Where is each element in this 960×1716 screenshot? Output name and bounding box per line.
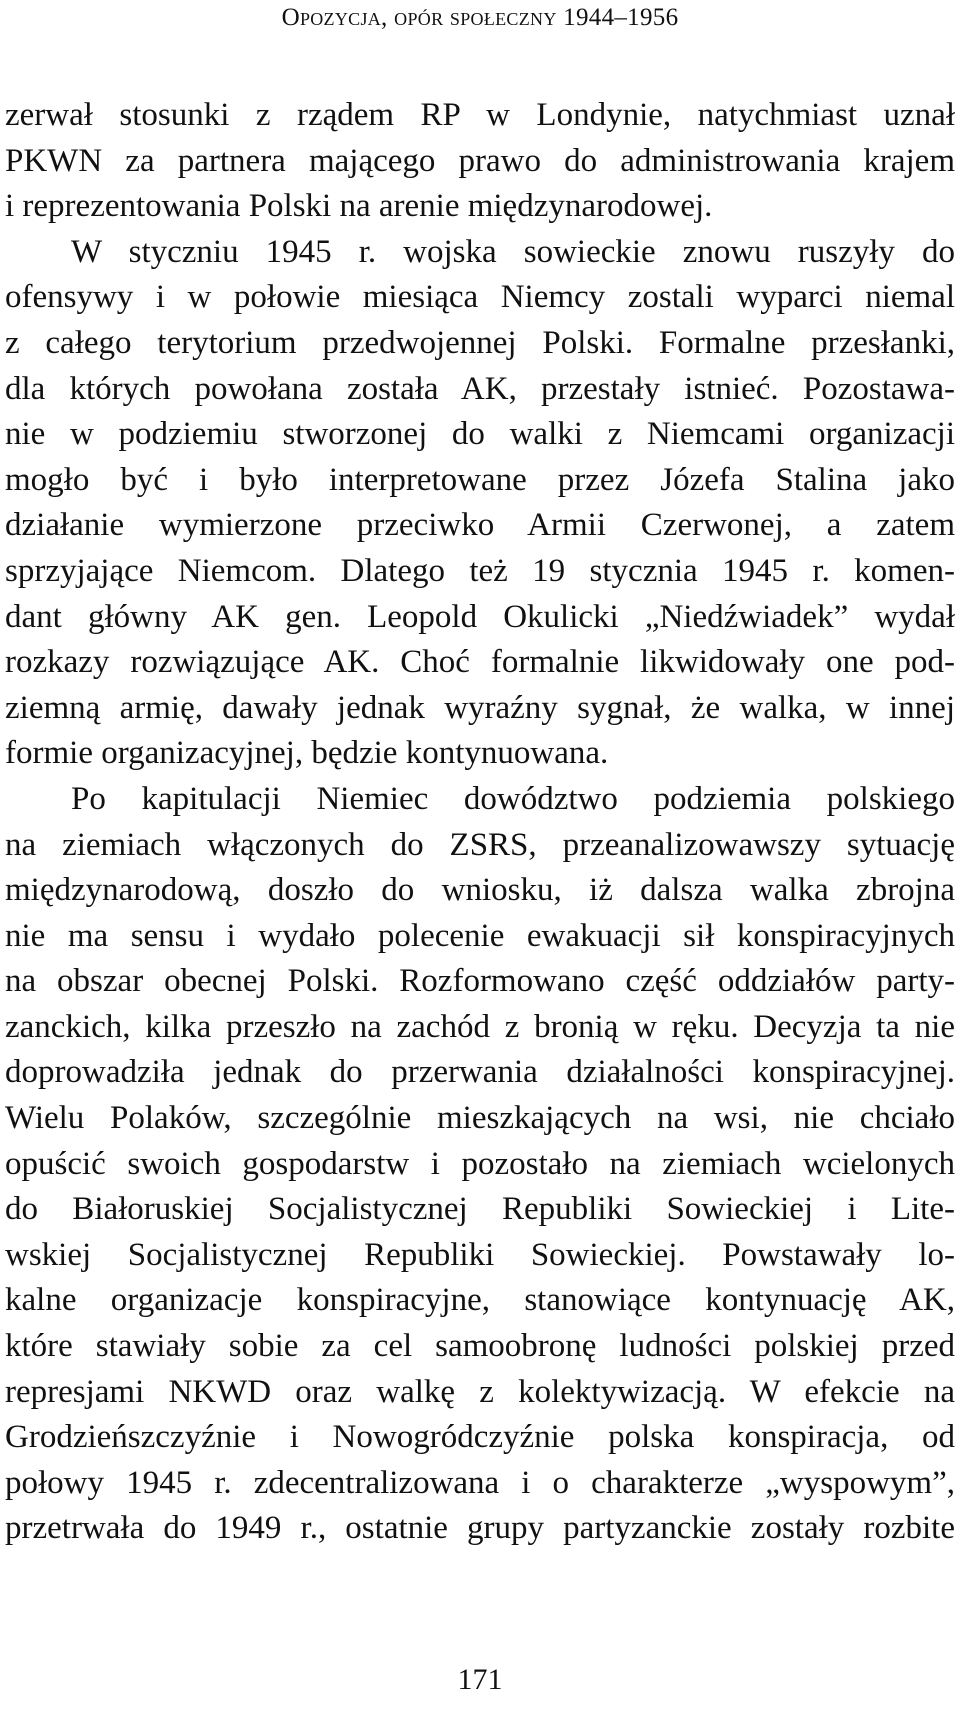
text-line: dant główny AK gen. Leopold Okulicki „Niedźwiadek” wydał [5, 598, 955, 635]
text-line: opuścić swoich gospodarstw i pozostało na ziemiach wcielonych [5, 1145, 955, 1182]
text-line: Po kapitulacji Niemiec dowództwo podziemia polskiego [71, 780, 955, 817]
paragraph [5, 93, 955, 230]
paragraph [5, 777, 955, 1552]
text-line: PKWN za partnera mającego prawo do administrowania krajem [5, 142, 955, 179]
text-line: kalne organizacje konspiracyjne, stanowiące kontynuację AK, [5, 1282, 955, 1319]
running-head: Opozycja, opór społeczny 1944–1956 [281, 4, 679, 31]
page-number: 171 [457, 1663, 503, 1696]
text-line: dla których powołana została AK, przestały istnieć. Pozostawa- [5, 370, 955, 407]
text-line: nie w podziemiu stworzonej do walki z Niemcami organizacji [5, 416, 955, 453]
body-text [5, 93, 955, 1552]
text-line: formie organizacyjnej, będzie kontynuowana. [5, 735, 609, 772]
text-line: międzynarodową, doszło do wniosku, iż dalsza walka zbrojna [5, 872, 955, 909]
text-line: Grodzieńszczyźnie i Nowogródczyźnie polska konspiracja, od [5, 1419, 955, 1456]
text-line: ziemną armię, dawały jednak wyraźny sygnał, że walka, w innej [5, 689, 955, 726]
text-line: ofensywy i w połowie miesiąca Niemcy zostali wyparci niemal [5, 279, 955, 316]
text-line: sprzyjające Niemcom. Dlatego też 19 stycznia 1945 r. komen- [5, 552, 955, 589]
text-line: nie ma sensu i wydało polecenie ewakuacji sił konspiracyjnych [5, 917, 955, 954]
text-line: połowy 1945 r. zdecentralizowana i o charakterze „wyspowym”, [5, 1464, 955, 1501]
text-line: działanie wymierzone przeciwko Armii Czerwonej, a zatem [5, 507, 955, 544]
text-line: i reprezentowania Polski na arenie międzynarodowej. [5, 188, 713, 225]
text-line: na obszar obecnej Polski. Rozformowano część oddziałów party- [5, 963, 955, 1000]
text-line: rozkazy rozwiązujące AK. Choć formalnie likwidowały one pod- [5, 644, 955, 681]
text-line: W styczniu 1945 r. wojska sowieckie znowu ruszyły do [71, 233, 955, 270]
text-line: represjami NKWD oraz walkę z kolektywizacją. W efekcie na [5, 1373, 955, 1410]
text-line: przetrwała do 1949 r., ostatnie grupy partyzanckie zostały rozbite [5, 1510, 955, 1547]
text-line: mogło być i było interpretowane przez Józefa Stalina jako [5, 461, 955, 498]
paragraph [5, 230, 955, 777]
text-line: Wielu Polaków, szczególnie mieszkających na wsi, nie chciało [5, 1100, 955, 1137]
text-line: wskiej Socjalistycznej Republiki Sowieckiej. Powstawały lo- [5, 1236, 955, 1273]
text-line: na ziemiach włączonych do ZSRS, przeanalizowawszy sytuację [5, 826, 955, 863]
text-line: zanckich, kilka przeszło na zachód z bronią w ręku. Decyzja ta nie [5, 1008, 955, 1045]
text-line: które stawiały sobie za cel samoobronę ludności polskiej przed [5, 1328, 955, 1365]
text-line: doprowadziła jednak do przerwania działalności konspiracyjnej. [5, 1054, 955, 1091]
text-line: do Białoruskiej Socjalistycznej Republiki Sowieckiej i Lite- [5, 1191, 955, 1228]
text-line: z całego terytorium przedwojennej Polski. Formalne przesłanki, [5, 324, 955, 361]
text-line: zerwał stosunki z rządem RP w Londynie, natychmiast uznał [5, 97, 955, 133]
